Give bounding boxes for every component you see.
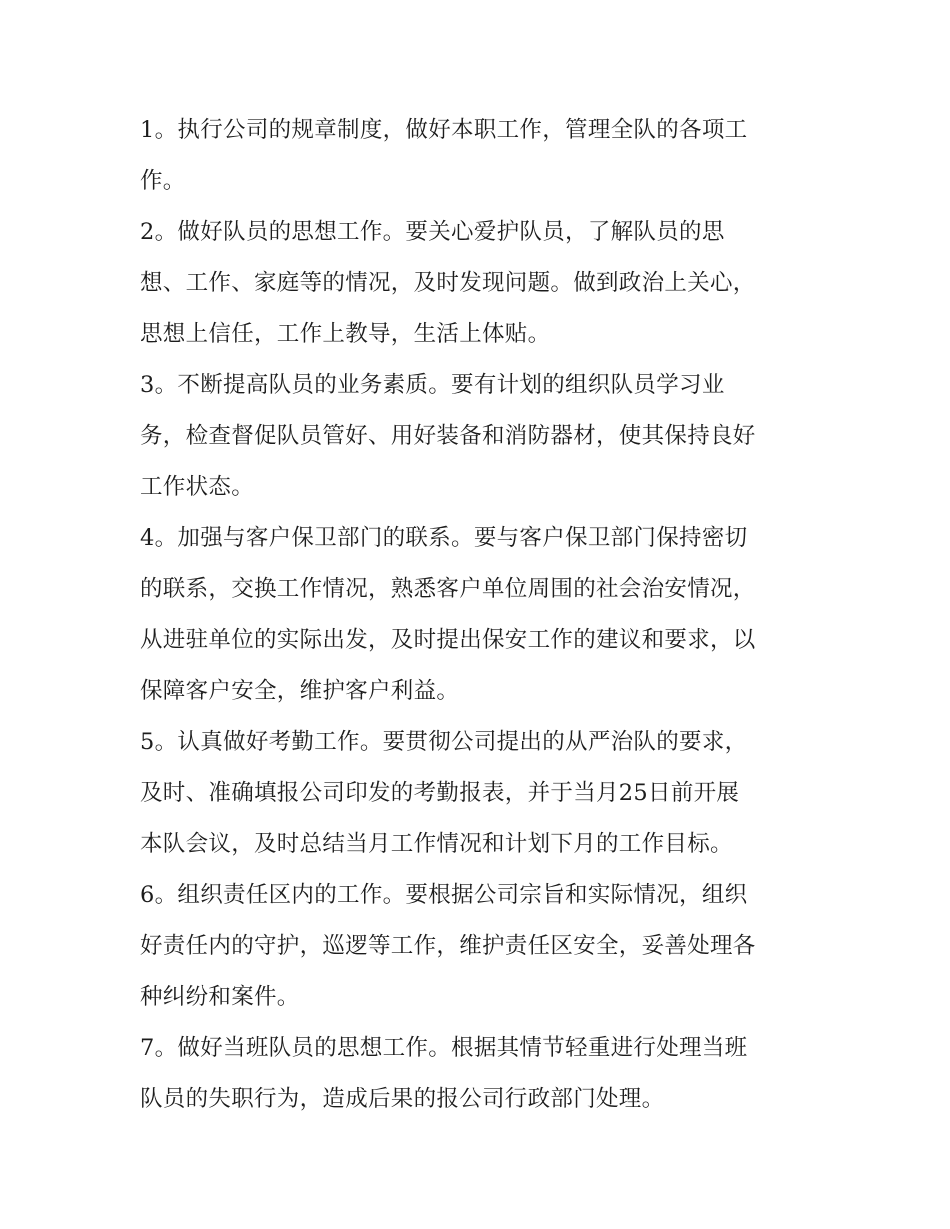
text-line: 及时、准确填报公司印发的考勤报表，并于当月25日前开展 — [140, 780, 740, 806]
text-line: 从进驻单位的实际出发，及时提出保安工作的建议和要求，以 — [140, 627, 756, 653]
text-line: 5。认真做好考勤工作。要贯彻公司提出的从严治队的要求， — [140, 729, 748, 755]
text-line: 2。做好队员的思想工作。要关心爱护队员，了解队员的思 — [140, 219, 725, 245]
text-line: 本队会议，及时总结当月工作情况和计划下月的工作目标。 — [140, 831, 733, 857]
text-line: 的联系，交换工作情况，熟悉客户单位周围的社会治安情况， — [140, 576, 756, 602]
text-line: 7。做好当班队员的思想工作。根据其情节轻重进行处理当班 — [140, 1035, 748, 1061]
document-body — [140, 110, 815, 1130]
text-line: 种纠纷和案件。 — [140, 984, 300, 1010]
text-line: 好责任内的守护，巡逻等工作，维护责任区安全，妥善处理各 — [140, 933, 756, 959]
text-line: 保障客户安全，维护客户利益。 — [140, 678, 460, 704]
text-line: 作。 — [140, 168, 186, 194]
text-line: 3。不断提高队员的业务素质。要有计划的组织队员学习业 — [140, 372, 725, 398]
text-line: 6。组织责任区内的工作。要根据公司宗旨和实际情况，组织 — [140, 882, 748, 908]
paragraph-1 — [140, 110, 815, 212]
paragraph-7 — [140, 1028, 815, 1130]
text-line: 务，检查督促队员管好、用好装备和消防器材，使其保持良好 — [140, 423, 756, 449]
text-line: 1。执行公司的规章制度，做好本职工作，管理全队的各项工 — [140, 117, 748, 143]
paragraph-6 — [140, 875, 815, 1028]
text-line: 队员的失职行为，造成后果的报公司行政部门处理。 — [140, 1086, 665, 1112]
text-line: 思想上信任，工作上教导，生活上体贴。 — [140, 321, 551, 347]
text-line: 想、工作、家庭等的情况，及时发现问题。做到政治上关心， — [140, 270, 756, 296]
paragraph-4 — [140, 518, 815, 722]
text-line: 工作状态。 — [140, 474, 255, 500]
paragraph-5 — [140, 722, 815, 875]
text-line: 4。加强与客户保卫部门的联系。要与客户保卫部门保持密切 — [140, 525, 748, 551]
paragraph-3 — [140, 365, 815, 518]
paragraph-2 — [140, 212, 815, 365]
